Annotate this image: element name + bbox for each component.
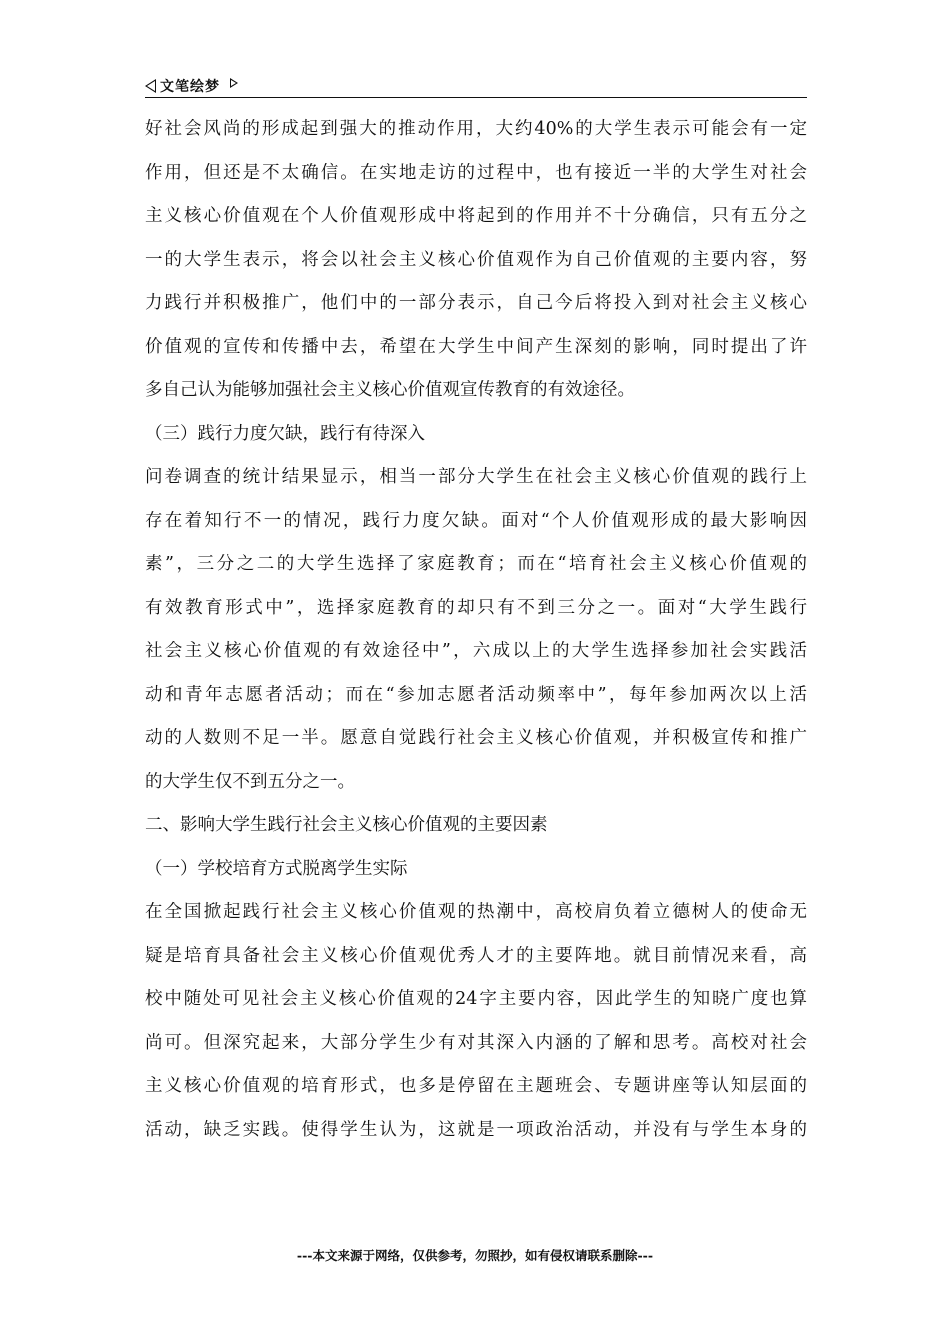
- text-line: 有效教育形式中”，选择家庭教育的却只有不到三分之一。面对“大学生践行: [145, 597, 807, 618]
- text-line: 活动，缺乏实践。使得学生认为，这就是一项政治活动，并没有与学生本身的: [145, 1119, 807, 1140]
- text-line: （三）践行力度欠缺，践行有待深入: [145, 423, 425, 444]
- text-line: 动的人数则不足一半。愿意自觉践行社会主义核心价值观，并积极宣传和推广: [145, 728, 807, 748]
- text-line: 疑是培育具备社会主义核心价值观优秀人才的主要阵地。就目前情况来看，高: [145, 945, 807, 966]
- text-line: 主义核心价值观的培育形式，也多是停留在主题班会、专题讲座等认知层面的: [145, 1076, 807, 1096]
- text-line: 作用，但还是不太确信。在实地走访的过程中，也有接近一半的大学生对社会: [145, 162, 807, 183]
- text-line: 力践行并积极推广，他们中的一部分表示，自己今后将投入到对社会主义核心: [145, 293, 807, 313]
- text-line: 二、影响大学生践行社会主义核心价值观的主要因素: [145, 815, 548, 835]
- left-triangle-icon: [145, 79, 156, 93]
- text-line: 问卷调查的统计结果显示，相当一部分大学生在社会主义核心价值观的践行上: [145, 467, 807, 487]
- text-line: 多自己认为能够加强社会主义核心价值观宣传教育的有效途径。: [145, 380, 635, 400]
- text-line: 好社会风尚的形成起到强大的推动作用，大约40%的大学生表示可能会有一定: [145, 119, 807, 139]
- right-triangle-icon: [230, 78, 238, 88]
- header-rule: [145, 97, 807, 98]
- text-line: 校中随处可见社会主义核心价值观的24字主要内容，因此学生的知晓广度也算: [145, 989, 807, 1009]
- text-line: 主义核心价值观在个人价值观形成中将起到的作用并不十分确信，只有五分之: [145, 206, 807, 226]
- text-line: 存在着知行不一的情况，践行力度欠缺。面对“个人价值观形成的最大影响因: [145, 510, 807, 531]
- text-line: 动和青年志愿者活动；而在“参加志愿者活动频率中”，每年参加两次以上活: [145, 684, 807, 705]
- text-line: 尚可。但深究起来，大部分学生少有对其深入内涵的了解和思考。高校对社会: [145, 1032, 807, 1053]
- text-line: 社会主义核心价值观的有效途径中”，六成以上的大学生选择参加社会实践活: [145, 641, 807, 661]
- header-brand-group: [145, 76, 238, 96]
- text-line: 一的大学生表示，将会以社会主义核心价值观作为自己价值观的主要内容，努: [145, 249, 807, 270]
- page-header: [145, 74, 807, 98]
- document-body: [145, 108, 807, 1152]
- footer-notice: ---本文来源于网络，仅供参考，勿照抄，如有侵权请联系删除---: [296, 1248, 654, 1263]
- text-line: 价值观的宣传和传播中去，希望在大学生中间产生深刻的影响，同时提出了许: [145, 336, 807, 357]
- header-brand: 文笔绘梦: [160, 79, 220, 95]
- text-line: （一）学校培育方式脱离学生实际: [145, 858, 408, 879]
- text-line: 的大学生仅不到五分之一。: [145, 771, 355, 792]
- text-line: 素”，三分之二的大学生选择了家庭教育；而在“培育社会主义核心价值观的: [145, 554, 807, 574]
- text-line: 在全国掀起践行社会主义核心价值观的热潮中，高校肩负着立德树人的使命无: [145, 902, 807, 922]
